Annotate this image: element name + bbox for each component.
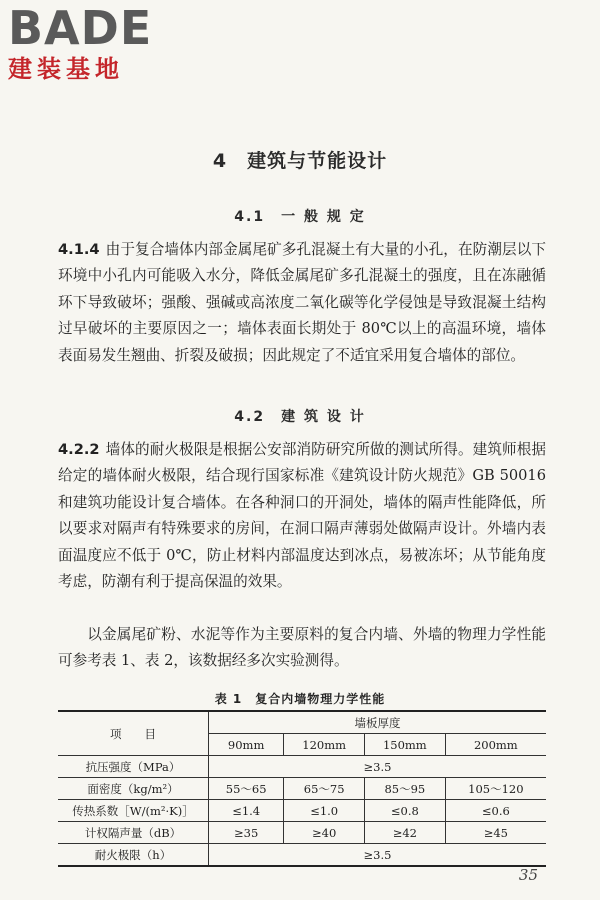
table-header-cell: 200mm bbox=[445, 734, 546, 756]
clause-number: 4.1.4 bbox=[58, 241, 100, 258]
table-header-thickness: 墙板厚度 bbox=[209, 711, 547, 734]
table-row-label: 耐火极限（h） bbox=[58, 844, 209, 867]
section-title-general: 4.1 一 般 规 定 bbox=[234, 209, 366, 225]
clause-4-2-2 bbox=[58, 437, 546, 595]
clause-number: 4.2.2 bbox=[58, 441, 100, 458]
table-row bbox=[58, 844, 546, 867]
table-row-label: 面密度（kg/m²） bbox=[58, 778, 209, 800]
table-row bbox=[58, 778, 546, 800]
table-header-cell: 90mm bbox=[209, 734, 284, 756]
table-row bbox=[58, 822, 546, 844]
table-cell: ≤0.6 bbox=[445, 800, 546, 822]
table-header-cell: 120mm bbox=[284, 734, 365, 756]
properties-table bbox=[58, 710, 546, 867]
table-cell: 85～95 bbox=[365, 778, 446, 800]
logo-main-text: BADE bbox=[8, 1, 153, 55]
table-row bbox=[58, 756, 546, 778]
table-cell: ≥3.5 bbox=[209, 844, 547, 867]
table-cell: ≥40 bbox=[284, 822, 365, 844]
clause-4-1-4 bbox=[58, 237, 546, 369]
table-header-cell: 150mm bbox=[365, 734, 446, 756]
table-cell: 55～65 bbox=[209, 778, 284, 800]
table-caption: 表 1 复合内墙物理力学性能 bbox=[214, 692, 386, 706]
section-title-architecture: 4.2 建 筑 设 计 bbox=[234, 409, 366, 425]
table-cell: ≥42 bbox=[365, 822, 446, 844]
table-row-label: 传热系数［W/(m²·K)］ bbox=[58, 800, 209, 822]
table-cell: 105～120 bbox=[445, 778, 546, 800]
table-cell: ≤1.4 bbox=[209, 800, 284, 822]
logo bbox=[8, 1, 153, 84]
logo-sub-text: 建装基地 bbox=[8, 55, 124, 83]
table-cell: ≥45 bbox=[445, 822, 546, 844]
clause-text: 由于复合墙体内部金属尾矿多孔混凝土有大量的小孔，在防潮层以下环境中小孔内可能吸入水分，降低金属尾矿多孔混凝土的强度，且在冻融循环下导致破坏；强酸、强碱或高浓度二氧化碳等化学侵蚀是导致混凝土结构过早破坏的主要原因之一；墙体表面长期处于 80℃以上的高温环境，墙体表面易发生翘曲、折裂及破损；因此规定了不适宜采用复合墙体的部位。 bbox=[58, 241, 546, 364]
table-header-item: 项 目 bbox=[58, 711, 209, 756]
table-row-label: 计权隔声量（dB） bbox=[58, 822, 209, 844]
body-paragraph: 以金属尾矿粉、水泥等作为主要原料的复合内墙、外墙的物理力学性能可参考表 1、表 2，该数据经多次实验测得。 bbox=[58, 626, 546, 670]
table-row bbox=[58, 800, 546, 822]
page-number: 35 bbox=[518, 866, 538, 884]
table-cell: ≥35 bbox=[209, 822, 284, 844]
clause-text: 墙体的耐火极限是根据公安部消防研究所做的测试所得。建筑师根据给定的墙体耐火极限，结合现行国家标准《建筑设计防火规范》GB 50016 和建筑功能设计复合墙体。在各种洞口的开洞处，墙体的隔声性能降低，所以要求对隔声有特殊要求的房间，在洞口隔声薄弱处做隔声设计。外墙内表面温度应不低于 0℃，防止材料内部温度达到冰点，易被冻坏；从节能角度考虑，防潮有利于提高保温的效果。 bbox=[58, 441, 546, 591]
table-cell: ≤0.8 bbox=[365, 800, 446, 822]
table-cell: 65～75 bbox=[284, 778, 365, 800]
chapter-title: 4 建筑与节能设计 bbox=[212, 150, 388, 172]
table-cell: ≥3.5 bbox=[209, 756, 547, 778]
table-header-row bbox=[58, 711, 546, 734]
table-row-label: 抗压强度（MPa） bbox=[58, 756, 209, 778]
table-cell: ≤1.0 bbox=[284, 800, 365, 822]
